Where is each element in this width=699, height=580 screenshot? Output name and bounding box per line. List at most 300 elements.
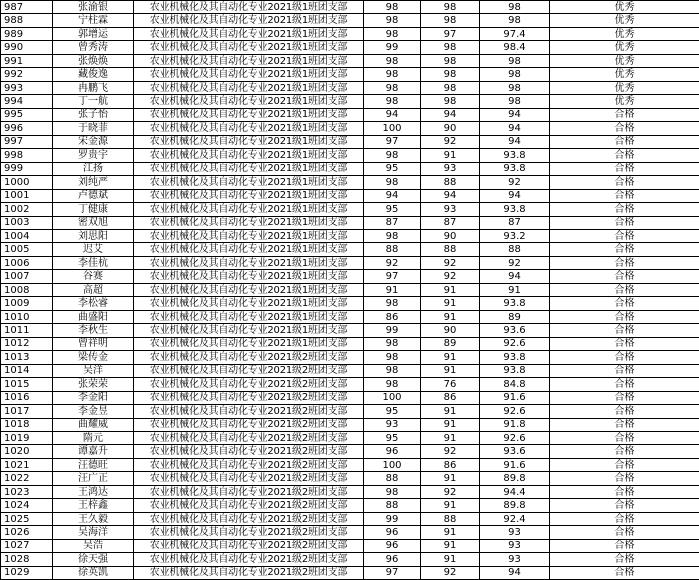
branch-name-cell: 农业机械化及其自动化专业2021级1班团支部 [134, 27, 364, 40]
student-name-cell: 谭嘉升 [53, 445, 134, 458]
score-1-cell: 100 [364, 122, 421, 135]
score-1-cell: 96 [364, 539, 421, 552]
score-1-cell: 98 [364, 54, 421, 67]
row-number-cell: 1008 [1, 283, 53, 296]
row-number-cell: 994 [1, 95, 53, 108]
total-score-cell: 93.2 [480, 229, 550, 242]
table-row [1, 283, 699, 296]
branch-name-cell: 农业机械化及其自动化专业2021级2班团支部 [134, 472, 364, 485]
score-2-cell: 98 [421, 54, 480, 67]
branch-name-cell: 农业机械化及其自动化专业2021级2班团支部 [134, 566, 364, 579]
score-2-cell: 91 [421, 310, 480, 323]
score-1-cell: 94 [364, 108, 421, 121]
score-2-cell: 98 [421, 95, 480, 108]
score-1-cell: 96 [364, 445, 421, 458]
student-name-cell: 李佳杭 [53, 256, 134, 269]
score-2-cell: 86 [421, 458, 480, 471]
total-score-cell: 92.6 [480, 337, 550, 350]
score-2-cell: 89 [421, 337, 480, 350]
grade-result-cell: 合格 [550, 432, 699, 445]
row-number-cell: 1017 [1, 405, 53, 418]
branch-name-cell: 农业机械化及其自动化专业2021级1班团支部 [134, 256, 364, 269]
branch-name-cell: 农业机械化及其自动化专业2021级2班团支部 [134, 418, 364, 431]
grade-result-cell: 合格 [550, 445, 699, 458]
grade-result-cell: 合格 [550, 324, 699, 337]
row-number-cell: 997 [1, 135, 53, 148]
branch-name-cell: 农业机械化及其自动化专业2021级1班团支部 [134, 176, 364, 189]
score-2-cell: 87 [421, 216, 480, 229]
student-name-cell: 曲耀威 [53, 418, 134, 431]
total-score-cell: 91.6 [480, 458, 550, 471]
score-1-cell: 99 [364, 324, 421, 337]
row-number-cell: 1016 [1, 391, 53, 404]
table-row [1, 553, 699, 566]
table-row [1, 176, 699, 189]
score-1-cell: 93 [364, 418, 421, 431]
score-1-cell: 97 [364, 566, 421, 579]
table-row [1, 256, 699, 269]
grade-result-cell: 合格 [550, 351, 699, 364]
student-name-cell: 冉鹏飞 [53, 81, 134, 94]
branch-name-cell: 农业机械化及其自动化专业2021级2班团支部 [134, 553, 364, 566]
branch-name-cell: 农业机械化及其自动化专业2021级1班团支部 [134, 108, 364, 121]
score-2-cell: 91 [421, 553, 480, 566]
table-row [1, 378, 699, 391]
table-row [1, 270, 699, 283]
table-row [1, 122, 699, 135]
table-row [1, 14, 699, 27]
branch-name-cell: 农业机械化及其自动化专业2021级1班团支部 [134, 203, 364, 216]
score-1-cell: 97 [364, 135, 421, 148]
row-number-cell: 1022 [1, 472, 53, 485]
table-row [1, 526, 699, 539]
row-number-cell: 989 [1, 27, 53, 40]
row-number-cell: 1000 [1, 176, 53, 189]
branch-name-cell: 农业机械化及其自动化专业2021级1班团支部 [134, 95, 364, 108]
branch-name-cell: 农业机械化及其自动化专业2021级1班团支部 [134, 14, 364, 27]
row-number-cell: 1004 [1, 229, 53, 242]
grade-result-cell: 合格 [550, 216, 699, 229]
student-name-cell: 徐英凯 [53, 566, 134, 579]
grade-result-cell: 优秀 [550, 68, 699, 81]
branch-name-cell: 农业机械化及其自动化专业2021级1班团支部 [134, 1, 364, 14]
table-row [1, 189, 699, 202]
table-row [1, 95, 699, 108]
score-2-cell: 88 [421, 176, 480, 189]
table-row [1, 108, 699, 121]
row-number-cell: 1007 [1, 270, 53, 283]
total-score-cell: 93.6 [480, 445, 550, 458]
score-1-cell: 95 [364, 162, 421, 175]
row-number-cell: 1018 [1, 418, 53, 431]
row-number-cell: 1029 [1, 566, 53, 579]
student-name-cell: 宁柱霖 [53, 14, 134, 27]
total-score-cell: 84.8 [480, 378, 550, 391]
row-number-cell: 998 [1, 149, 53, 162]
total-score-cell: 94 [480, 108, 550, 121]
table-row [1, 68, 699, 81]
score-2-cell: 91 [421, 526, 480, 539]
student-name-cell: 藏俊逸 [53, 68, 134, 81]
grade-result-cell: 合格 [550, 270, 699, 283]
grade-result-cell: 合格 [550, 566, 699, 579]
branch-name-cell: 农业机械化及其自动化专业2021级2班团支部 [134, 512, 364, 525]
table-row [1, 445, 699, 458]
total-score-cell: 93.8 [480, 203, 550, 216]
student-name-cell: 梁传金 [53, 351, 134, 364]
student-name-cell: 刘思阳 [53, 229, 134, 242]
grade-result-cell: 合格 [550, 310, 699, 323]
total-score-cell: 93.8 [480, 162, 550, 175]
row-number-cell: 990 [1, 41, 53, 54]
branch-name-cell: 农业机械化及其自动化专业2021级1班团支部 [134, 310, 364, 323]
row-number-cell: 1028 [1, 553, 53, 566]
row-number-cell: 1006 [1, 256, 53, 269]
total-score-cell: 92 [480, 176, 550, 189]
total-score-cell: 98 [480, 95, 550, 108]
total-score-cell: 94 [480, 135, 550, 148]
score-2-cell: 88 [421, 243, 480, 256]
score-1-cell: 98 [364, 364, 421, 377]
row-number-cell: 1023 [1, 485, 53, 498]
grade-result-cell: 合格 [550, 122, 699, 135]
grade-result-cell: 合格 [550, 418, 699, 431]
score-2-cell: 91 [421, 539, 480, 552]
branch-name-cell: 农业机械化及其自动化专业2021级2班团支部 [134, 499, 364, 512]
score-2-cell: 91 [421, 283, 480, 296]
student-name-cell: 张子怡 [53, 108, 134, 121]
score-2-cell: 91 [421, 351, 480, 364]
total-score-cell: 92.4 [480, 512, 550, 525]
total-score-cell: 91.8 [480, 418, 550, 431]
score-1-cell: 98 [364, 297, 421, 310]
score-2-cell: 90 [421, 122, 480, 135]
score-1-cell: 97 [364, 270, 421, 283]
table-row [1, 499, 699, 512]
grade-result-cell: 优秀 [550, 1, 699, 14]
score-2-cell: 88 [421, 512, 480, 525]
row-number-cell: 1015 [1, 378, 53, 391]
student-name-cell: 徐天强 [53, 553, 134, 566]
score-1-cell: 100 [364, 391, 421, 404]
score-2-cell: 91 [421, 364, 480, 377]
student-name-cell: 李金昱 [53, 405, 134, 418]
student-name-cell: 吴海洋 [53, 526, 134, 539]
score-1-cell: 98 [364, 14, 421, 27]
branch-name-cell: 农业机械化及其自动化专业2021级2班团支部 [134, 458, 364, 471]
grade-result-cell: 合格 [550, 256, 699, 269]
total-score-cell: 94 [480, 189, 550, 202]
score-2-cell: 92 [421, 485, 480, 498]
grade-result-cell: 优秀 [550, 41, 699, 54]
total-score-cell: 94 [480, 270, 550, 283]
total-score-cell: 94 [480, 122, 550, 135]
score-2-cell: 92 [421, 270, 480, 283]
score-2-cell: 98 [421, 14, 480, 27]
score-1-cell: 98 [364, 81, 421, 94]
score-2-cell: 86 [421, 391, 480, 404]
branch-name-cell: 农业机械化及其自动化专业2021级2班团支部 [134, 378, 364, 391]
student-name-cell: 汪广正 [53, 472, 134, 485]
student-name-cell: 罗贵宇 [53, 149, 134, 162]
branch-name-cell: 农业机械化及其自动化专业2021级1班团支部 [134, 283, 364, 296]
student-name-cell: 张荣荣 [53, 378, 134, 391]
table-row [1, 405, 699, 418]
table-row [1, 364, 699, 377]
table-body [1, 1, 699, 580]
row-number-cell: 991 [1, 54, 53, 67]
grade-result-cell: 合格 [550, 378, 699, 391]
student-name-cell: 隋元 [53, 432, 134, 445]
score-1-cell: 88 [364, 243, 421, 256]
score-2-cell: 91 [421, 297, 480, 310]
total-score-cell: 98 [480, 68, 550, 81]
score-2-cell: 94 [421, 189, 480, 202]
score-2-cell: 93 [421, 203, 480, 216]
total-score-cell: 93.8 [480, 364, 550, 377]
grade-result-cell: 合格 [550, 203, 699, 216]
row-number-cell: 1010 [1, 310, 53, 323]
branch-name-cell: 农业机械化及其自动化专业2021级2班团支部 [134, 526, 364, 539]
student-name-cell: 吴浩 [53, 539, 134, 552]
table-row [1, 566, 699, 579]
table-row [1, 216, 699, 229]
score-1-cell: 91 [364, 283, 421, 296]
total-score-cell: 94 [480, 566, 550, 579]
score-1-cell: 98 [364, 351, 421, 364]
row-number-cell: 1012 [1, 337, 53, 350]
student-name-cell: 吴洋 [53, 364, 134, 377]
table-row [1, 81, 699, 94]
table-row [1, 418, 699, 431]
score-1-cell: 95 [364, 203, 421, 216]
score-2-cell: 91 [421, 418, 480, 431]
total-score-cell: 91.6 [480, 391, 550, 404]
table-row [1, 351, 699, 364]
row-number-cell: 987 [1, 1, 53, 14]
score-2-cell: 91 [421, 472, 480, 485]
branch-name-cell: 农业机械化及其自动化专业2021级2班团支部 [134, 391, 364, 404]
total-score-cell: 93.8 [480, 351, 550, 364]
table-row [1, 229, 699, 242]
branch-name-cell: 农业机械化及其自动化专业2021级2班团支部 [134, 539, 364, 552]
score-1-cell: 96 [364, 553, 421, 566]
grade-result-cell: 合格 [550, 458, 699, 471]
grade-result-cell: 合格 [550, 539, 699, 552]
table-row [1, 485, 699, 498]
branch-name-cell: 农业机械化及其自动化专业2021级1班团支部 [134, 229, 364, 242]
student-name-cell: 宋金源 [53, 135, 134, 148]
score-1-cell: 98 [364, 485, 421, 498]
table-row [1, 162, 699, 175]
grade-result-cell: 优秀 [550, 27, 699, 40]
score-2-cell: 98 [421, 81, 480, 94]
student-name-cell: 张焕焕 [53, 54, 134, 67]
branch-name-cell: 农业机械化及其自动化专业2021级1班团支部 [134, 54, 364, 67]
branch-name-cell: 农业机械化及其自动化专业2021级1班团支部 [134, 135, 364, 148]
student-name-cell: 江扬 [53, 162, 134, 175]
branch-name-cell: 农业机械化及其自动化专业2021级1班团支部 [134, 243, 364, 256]
total-score-cell: 94.4 [480, 485, 550, 498]
student-name-cell: 王久毅 [53, 512, 134, 525]
score-1-cell: 98 [364, 1, 421, 14]
grade-result-cell: 合格 [550, 391, 699, 404]
table-row [1, 203, 699, 216]
score-2-cell: 92 [421, 566, 480, 579]
student-name-cell: 李秋生 [53, 324, 134, 337]
score-2-cell: 92 [421, 256, 480, 269]
score-1-cell: 98 [364, 68, 421, 81]
grade-result-cell: 优秀 [550, 14, 699, 27]
grade-result-cell: 合格 [550, 189, 699, 202]
score-1-cell: 98 [364, 27, 421, 40]
score-1-cell: 95 [364, 432, 421, 445]
table-row [1, 472, 699, 485]
branch-name-cell: 农业机械化及其自动化专业2021级2班团支部 [134, 351, 364, 364]
grade-result-cell: 合格 [550, 135, 699, 148]
grade-result-cell: 合格 [550, 472, 699, 485]
score-2-cell: 98 [421, 41, 480, 54]
branch-name-cell: 农业机械化及其自动化专业2021级1班团支部 [134, 122, 364, 135]
grade-result-cell: 合格 [550, 283, 699, 296]
total-score-cell: 93.6 [480, 324, 550, 337]
score-1-cell: 96 [364, 526, 421, 539]
student-name-cell: 曲盛阳 [53, 310, 134, 323]
row-number-cell: 1005 [1, 243, 53, 256]
row-number-cell: 993 [1, 81, 53, 94]
grade-result-cell: 合格 [550, 176, 699, 189]
total-score-cell: 98 [480, 81, 550, 94]
student-name-cell: 谷赛 [53, 270, 134, 283]
branch-name-cell: 农业机械化及其自动化专业2021级1班团支部 [134, 162, 364, 175]
branch-name-cell: 农业机械化及其自动化专业2021级1班团支部 [134, 337, 364, 350]
total-score-cell: 93 [480, 539, 550, 552]
student-name-cell: 于晓菲 [53, 122, 134, 135]
total-score-cell: 93.8 [480, 297, 550, 310]
branch-name-cell: 农业机械化及其自动化专业2021级1班团支部 [134, 149, 364, 162]
total-score-cell: 87 [480, 216, 550, 229]
score-1-cell: 92 [364, 256, 421, 269]
student-name-cell: 郭增运 [53, 27, 134, 40]
score-1-cell: 98 [364, 149, 421, 162]
score-2-cell: 98 [421, 1, 480, 14]
student-name-cell: 曾祥明 [53, 337, 134, 350]
total-score-cell: 93.8 [480, 149, 550, 162]
branch-name-cell: 农业机械化及其自动化专业2021级1班团支部 [134, 216, 364, 229]
row-number-cell: 1026 [1, 526, 53, 539]
student-name-cell: 丁健康 [53, 203, 134, 216]
grade-result-cell: 合格 [550, 243, 699, 256]
grade-result-cell: 优秀 [550, 81, 699, 94]
student-name-cell: 王梓鑫 [53, 499, 134, 512]
grade-result-cell: 合格 [550, 512, 699, 525]
total-score-cell: 89.8 [480, 499, 550, 512]
branch-name-cell: 农业机械化及其自动化专业2021级2班团支部 [134, 364, 364, 377]
row-number-cell: 988 [1, 14, 53, 27]
total-score-cell: 98.4 [480, 41, 550, 54]
row-number-cell: 999 [1, 162, 53, 175]
grade-result-cell: 合格 [550, 499, 699, 512]
row-number-cell: 1011 [1, 324, 53, 337]
table-row [1, 27, 699, 40]
student-name-cell: 张渝银 [53, 1, 134, 14]
row-number-cell: 1025 [1, 512, 53, 525]
score-1-cell: 100 [364, 458, 421, 471]
total-score-cell: 89 [480, 310, 550, 323]
score-1-cell: 99 [364, 512, 421, 525]
total-score-cell: 89.8 [480, 472, 550, 485]
grade-result-cell: 合格 [550, 162, 699, 175]
branch-name-cell: 农业机械化及其自动化专业2021级2班团支部 [134, 405, 364, 418]
score-2-cell: 92 [421, 135, 480, 148]
grade-result-cell: 优秀 [550, 54, 699, 67]
student-name-cell: 卢德斌 [53, 189, 134, 202]
total-score-cell: 91 [480, 283, 550, 296]
student-name-cell: 王鸿达 [53, 485, 134, 498]
student-name-cell: 迟艾 [53, 243, 134, 256]
score-1-cell: 94 [364, 189, 421, 202]
score-1-cell: 98 [364, 176, 421, 189]
total-score-cell: 98 [480, 1, 550, 14]
branch-name-cell: 农业机械化及其自动化专业2021级1班团支部 [134, 41, 364, 54]
score-2-cell: 98 [421, 68, 480, 81]
row-number-cell: 1021 [1, 458, 53, 471]
table-row [1, 324, 699, 337]
table-row [1, 243, 699, 256]
student-name-cell: 汪德旺 [53, 458, 134, 471]
score-1-cell: 95 [364, 405, 421, 418]
grade-result-cell: 合格 [550, 364, 699, 377]
table-row [1, 458, 699, 471]
student-name-cell: 刘纯严 [53, 176, 134, 189]
score-2-cell: 76 [421, 378, 480, 391]
table-row [1, 391, 699, 404]
row-number-cell: 1003 [1, 216, 53, 229]
grade-result-cell: 合格 [550, 485, 699, 498]
table-row [1, 337, 699, 350]
score-1-cell: 88 [364, 499, 421, 512]
row-number-cell: 1024 [1, 499, 53, 512]
total-score-cell: 97.4 [480, 27, 550, 40]
table-row [1, 310, 699, 323]
table-row [1, 539, 699, 552]
row-number-cell: 1009 [1, 297, 53, 310]
grade-result-cell: 合格 [550, 526, 699, 539]
row-number-cell: 1019 [1, 432, 53, 445]
row-number-cell: 1020 [1, 445, 53, 458]
branch-name-cell: 农业机械化及其自动化专业2021级1班团支部 [134, 189, 364, 202]
table-row [1, 41, 699, 54]
branch-name-cell: 农业机械化及其自动化专业2021级2班团支部 [134, 445, 364, 458]
score-1-cell: 88 [364, 472, 421, 485]
student-name-cell: 密双旭 [53, 216, 134, 229]
score-2-cell: 92 [421, 445, 480, 458]
grade-result-cell: 合格 [550, 553, 699, 566]
row-number-cell: 1002 [1, 203, 53, 216]
student-name-cell: 丁一航 [53, 95, 134, 108]
student-name-cell: 李金阳 [53, 391, 134, 404]
total-score-cell: 92.6 [480, 405, 550, 418]
score-2-cell: 93 [421, 162, 480, 175]
table-row [1, 432, 699, 445]
grade-result-cell: 合格 [550, 229, 699, 242]
table-row [1, 135, 699, 148]
score-1-cell: 87 [364, 216, 421, 229]
branch-name-cell: 农业机械化及其自动化专业2021级1班团支部 [134, 81, 364, 94]
grade-result-cell: 合格 [550, 149, 699, 162]
student-name-cell: 高超 [53, 283, 134, 296]
row-number-cell: 996 [1, 122, 53, 135]
